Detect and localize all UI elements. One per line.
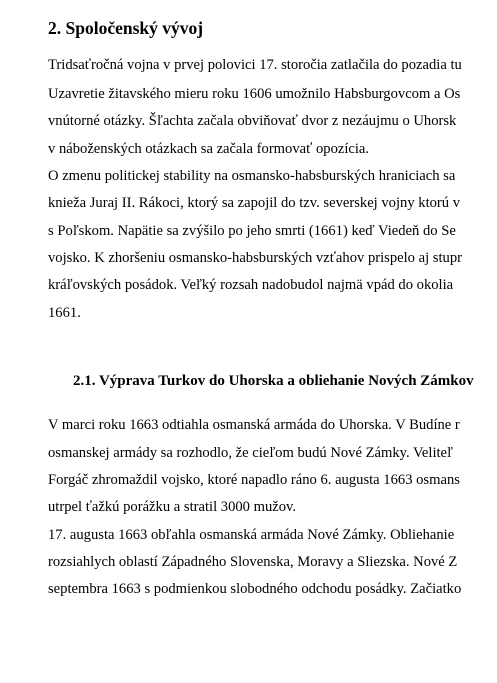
text-line: utrpel ťažkú porážku a stratil 3000 mužov.: [48, 499, 297, 515]
text-line: rozsiahlych oblastí Západného Slovenska, Moravy a Sliezska. Nové Z: [48, 554, 458, 570]
subsection-heading: 2.1. Výprava Turkov do Uhorska a obliehanie Nových Zámkov: [73, 373, 474, 389]
text-line: v náboženských otázkach sa začala formovať opozícia.: [48, 141, 370, 157]
text-line: vojsko. K zhoršeniu osmansko-habsburských vzťahov prispelo aj stupr: [48, 250, 462, 266]
text-line: septembra 1663 s podmienkou slobodného odchodu posádky. Začiatko: [48, 581, 462, 597]
text-line: 1661.: [48, 305, 81, 321]
text-line: kráľovských posádok. Veľký rozsah nadobudol najmä vpád do okolia: [48, 277, 454, 293]
text-line: O zmenu politickej stability na osmansko-habsburských hraniciach sa: [48, 168, 456, 184]
text-line: V marci roku 1663 odtiahla osmanská armáda do Uhorska. V Budíne r: [48, 417, 460, 433]
text-line: osmanskej armády sa rozhodlo, že cieľom budú Nové Zámky. Veliteľ: [48, 445, 453, 461]
text-line: vnútorné otázky. Šľachta začala obviňovať dvor z nezáujmu o Uhorsk: [48, 113, 457, 129]
text-line: s Poľskom. Napätie sa zvýšilo po jeho smrti (1661) keď Viedeň do Se: [48, 223, 456, 239]
section-heading: 2. Spoločenský vývoj: [48, 18, 204, 38]
text-line: Tridsaťročná vojna v prvej polovici 17. storočia zatlačila do pozadia tu: [48, 57, 462, 73]
text-line: 17. augusta 1663 obľahla osmanská armáda Nové Zámky. Obliehanie: [48, 527, 455, 543]
text-line: Forgáč zhromaždil vojsko, ktoré napadlo ráno 6. augusta 1663 osmans: [48, 472, 460, 488]
text-line: Uzavretie žitavského mieru roku 1606 umožnilo Habsburgovcom a Os: [48, 86, 461, 102]
text-line: knieža Juraj II. Rákoci, ktorý sa zapojil do tzv. severskej vojny ktorú v: [48, 195, 461, 211]
